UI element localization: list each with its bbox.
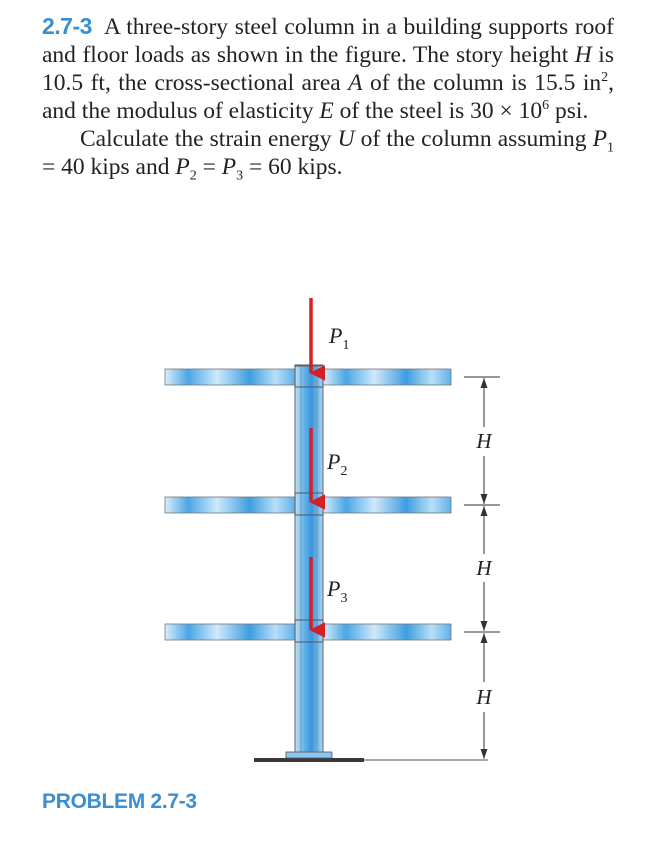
problem-statement bbox=[42, 12, 614, 184]
load-label-p1: $P_1$ bbox=[329, 323, 350, 353]
problem-number: 2.7-3 bbox=[42, 13, 92, 39]
base-plate bbox=[286, 752, 332, 758]
steel-column bbox=[295, 366, 323, 752]
problem-paragraph-2: Calculate the strain energy U of the column assuming $P_1 = 40$ kips and $P_2 = P_3 = 60$ kips. bbox=[42, 126, 614, 184]
load-label-p3: $P_3$ bbox=[327, 576, 348, 606]
dimension-label-h-bottom: H bbox=[476, 685, 492, 709]
dimension-label-h-top: H bbox=[476, 429, 492, 453]
ground bbox=[254, 758, 364, 762]
column-figure bbox=[0, 230, 650, 790]
problem-caption: PROBLEM 2.7-3 bbox=[42, 790, 197, 813]
load-label-p2: $P_2$ bbox=[327, 449, 348, 479]
problem-paragraph-1: 2.7-3 A three-story steel column in a building supports roof and floor loads as shown in the figure. The story height H is 10.5 ft, the cross-sectional area A of the column is 15.5 $in^2$, and the modulus of elasticity E of the steel is $30 \times 10^6$ psi. bbox=[42, 13, 614, 124]
dimension-label-h-middle: H bbox=[476, 556, 492, 580]
